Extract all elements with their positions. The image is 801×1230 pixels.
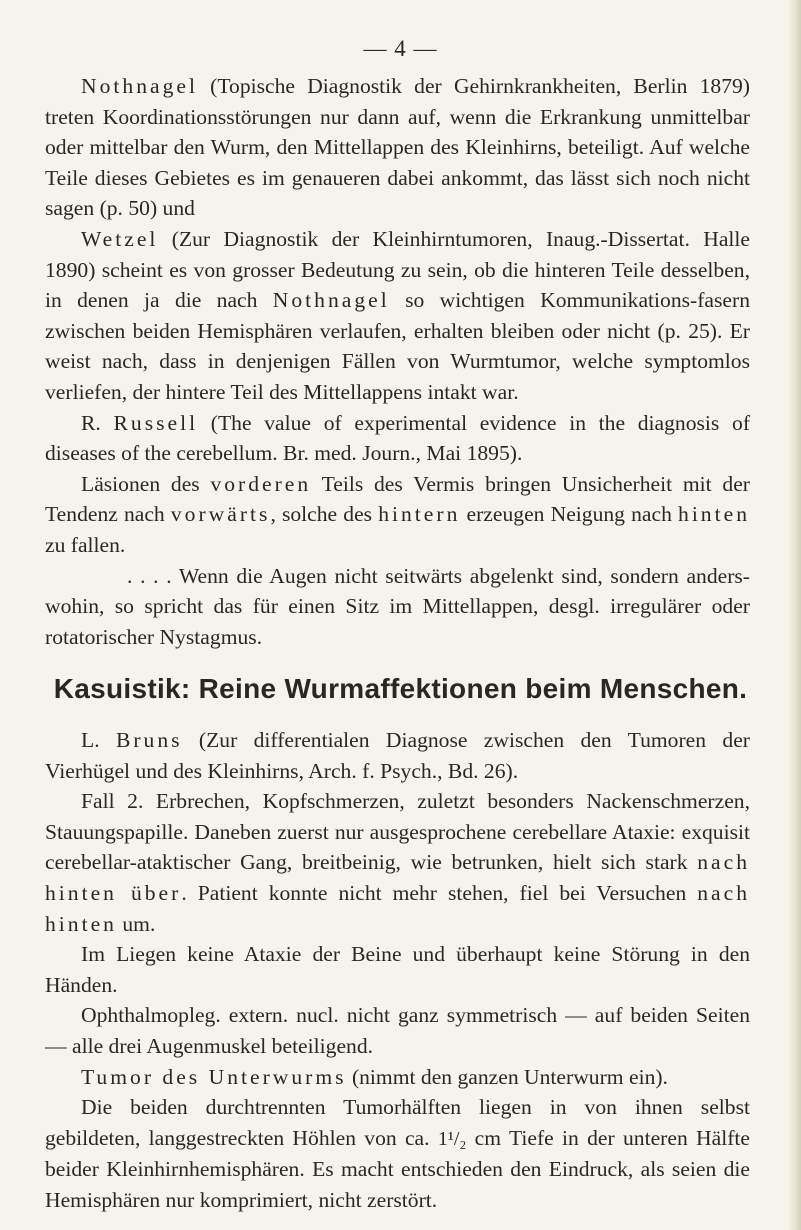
paragraph-nothnagel: [45, 71, 750, 224]
paragraph-text: Teils des Vermis bringen Unsicherheit mit der Tendenz nach: [45, 471, 751, 527]
paragraph-text: , solche des: [270, 502, 379, 527]
paragraph-tumorhaelften: [45, 1092, 750, 1215]
section-literature: [45, 71, 750, 652]
emphasis: vorwärts: [170, 502, 271, 527]
paragraph-text: cm Tiefe in der unteren Hälfte beider Kleinhirnhemisphären. Es macht entschieden den Eindruck, als seien die Hemisphären nur komprimiert, nicht zerstört.: [45, 1125, 750, 1212]
paragraph-text: (Topische Diagnostik der Gehirnkrankheiten, Berlin 1879) treten Koordinationsstörungen nur dann auf, wenn die Erkrankung unmittelbar oder mittelbar den Wurm, den Mittellappen des Kleinhirns, beteiligt. Auf welche Teile dieses Gebietes es im genaueren dabei ankommt, das lässt sich noch nicht sagen (p. 50) und: [45, 74, 750, 221]
page-edge: [789, 0, 801, 1230]
paragraph-text: Die beiden durchtrennten Tumorhälften liegen in von ihnen selbst gebildeten, langgestreckten Höhlen von ca.: [45, 1095, 750, 1150]
paragraph-tumor: [45, 1062, 750, 1093]
author-name: Wetzel: [81, 226, 159, 251]
emphasis: nach hinten über: [45, 850, 750, 905]
paragraph-ophthalmopleg: [45, 1000, 750, 1061]
paragraph-text: . . . . Wenn die Augen nicht seitwärts abgelenkt sind, sondern anders-wohin, so spricht das für einen Sitz im Mittellappen, desgl. irregulärer oder rotatorischer Nystagmus.: [45, 563, 750, 649]
paragraph-text: Fall 2. Erbrechen, Kopfschmerzen, zuletzt besonders Nackenschmerzen, Stauungspapille. Daneben zuerst nur ausgesprochene cerebellare Ataxie: exquisit cerebellar-ataktischer Gang, breitbeinig, wie betrunken, hielt sich stark: [45, 789, 750, 875]
paragraph-fall2: [45, 786, 750, 939]
paragraph-text: erzeugen Neigung nach: [460, 502, 679, 527]
paragraph-bruns: [45, 725, 750, 786]
paragraph-text: Ophthalmopleg. extern. nucl. nicht ganz symmetrisch — auf beiden Seiten — alle drei Augenmuskel beteiligend.: [45, 1003, 750, 1058]
section-kasuistik: [45, 725, 750, 1216]
paragraph-text: (Zur differentialen Diagnose zwischen den Tumoren der Vierhügel und des Kleinhirns, Arch. f. Psych., Bd. 26).: [45, 728, 750, 783]
paragraph-augen: [45, 561, 750, 653]
paragraph-text: (nimmt den ganzen Unterwurm ein).: [346, 1064, 668, 1089]
author-name: Nothnagel: [272, 288, 390, 313]
paragraph-text: . Patient konnte nicht mehr stehen, fiel bei Versuchen: [181, 880, 698, 905]
paragraph-laesionen: [45, 469, 750, 561]
emphasis: hintern: [378, 502, 461, 527]
page-number: — 4 —: [363, 36, 438, 61]
paragraph-wetzel: [45, 224, 750, 408]
emphasis: Tumor des Unterwurms: [81, 1064, 347, 1089]
emphasis: hinten: [678, 502, 750, 527]
paragraph-text: (Zur Diagnostik der Kleinhirntumoren, Inaug.-Dissertat. Halle 1890) scheint es von grosser Bedeutung zu sein, ob die hinteren Teile desselben, in denen ja die nach: [45, 226, 750, 313]
paragraph-text: um.: [116, 911, 156, 936]
author-initial: R.: [81, 410, 114, 435]
paragraph-text: (The value of experimental evidence in the diagnosis of diseases of the cerebellum. Br. med. Journ., Mai 1895).: [45, 410, 751, 466]
fraction: 1¹/₂: [437, 1127, 467, 1150]
author-name: Bruns: [115, 728, 183, 752]
paragraph-text: zu fallen.: [45, 532, 126, 557]
author-initial: L.: [81, 728, 116, 752]
author-name: Nothnagel: [81, 74, 198, 98]
paragraph-text: Läsionen des: [81, 471, 211, 496]
paragraph-russell: [45, 408, 750, 469]
paragraph-text: so wichtigen Kommunikations-fasern zwischen beiden Hemisphären verlaufen, erhalten bleiben oder nicht (p. 25). Er weist nach, dass in denjenigen Fällen von Wurmtumor, welche symptomlos verliefen, der hintere Teil des Mittellappens intakt war.: [45, 288, 750, 404]
emphasis: nach hinten: [45, 880, 750, 936]
section-heading: Kasuistik: Reine Wurmaffektionen beim Menschen.: [53, 673, 748, 704]
author-name: Russell: [113, 410, 199, 435]
paragraph-liegen: [45, 939, 750, 1000]
emphasis: vorderen: [210, 471, 312, 496]
paragraph-text: Im Liegen keine Ataxie der Beine und überhaupt keine Störung in den Händen.: [45, 942, 750, 997]
